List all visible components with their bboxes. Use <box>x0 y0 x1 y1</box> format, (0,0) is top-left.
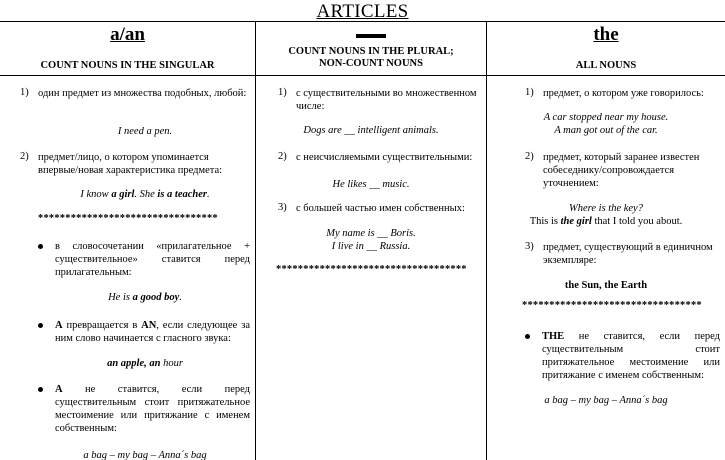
bullet-example: a bag – my bag – Anna´s bag <box>544 395 668 406</box>
bullet-text: THE не ставится, если перед существительным стоит притяжательное местоимение или притяжание с именем собственным: <box>542 331 720 381</box>
rule-number: 1) <box>20 87 29 98</box>
rule-number: 2) <box>278 151 287 162</box>
page-title: ARTICLES <box>316 1 409 22</box>
column-a-an <box>0 21 255 460</box>
column-subheader: COUNT NOUNS IN THE SINGULAR <box>40 60 215 71</box>
rule-example: Dogs are __ intelligent animals. <box>303 125 439 136</box>
rule-text: с неисчисляемыми существительными: <box>296 152 473 163</box>
bullet-icon <box>525 334 530 339</box>
bullet-icon <box>38 244 43 249</box>
rule-text: предмет, существующий в единичном экземпляре: <box>543 242 713 266</box>
rule-number: 1) <box>525 87 534 98</box>
bullet-example: a bag – my bag – Anna´s bag <box>83 450 207 460</box>
rule-number: 3) <box>278 202 287 213</box>
rule-text: один предмет из множества подобных, любой: <box>38 88 247 99</box>
separator-stars: *********************************** <box>276 264 467 275</box>
column-header-the: the <box>593 24 619 45</box>
rule-text: предмет, о котором уже говорилось: <box>543 88 704 99</box>
column-subheader: COUNT NOUNS IN THE PLURAL; NON-COUNT NOUNS <box>288 46 454 69</box>
rule-number: 1) <box>278 87 287 98</box>
bullet-example: He is a good boy. <box>108 292 182 303</box>
column-subheader: ALL NOUNS <box>575 60 637 71</box>
rule-example: He likes __ music. <box>332 179 410 190</box>
bullet-example: an apple, an hour <box>107 358 183 369</box>
column-zero-article <box>256 21 486 460</box>
rule-example: I know a girl. She is a teacher. <box>80 189 210 200</box>
rule-example: Where is the key? This is the girl that I told you about. <box>529 203 683 227</box>
bullet-text: в словосочетании «прилагательное + существительное» ставится перед прилагательным: <box>55 241 250 278</box>
rule-number: 3) <box>525 241 534 252</box>
rule-text: предмет/лицо, о котором упоминается впервые/новая характеристика предмета: <box>38 152 223 176</box>
column-the <box>487 21 725 460</box>
bullet-text: A не ставится, если перед существительным стоит притяжательное местоимение или притяжание с именем собственным: <box>55 384 250 434</box>
rule-number: 2) <box>525 151 534 162</box>
rule-example: A car stopped near my house. A man got out of the car. <box>543 112 669 136</box>
rule-example: I need a pen. <box>117 126 173 137</box>
separator-stars: ********************************* <box>38 213 218 224</box>
separator-stars: ********************************* <box>522 300 702 311</box>
rule-text: предмет, который заранее известен собеседнику/сопровождается уточнением: <box>543 152 700 189</box>
bullet-icon <box>38 387 43 392</box>
rule-text: с существительными во множественном числе: <box>296 88 477 112</box>
rule-text: с большей частью имен собственных: <box>296 203 465 214</box>
bullet-text: A превращается в AN, если следующее за ним слово начинается с гласного звука: <box>55 320 250 344</box>
column-header-a-an: a/an <box>110 24 145 45</box>
dash-icon <box>356 34 386 38</box>
bullet-icon <box>38 323 43 328</box>
rule-example: My name is __ Boris. I live in __ Russia. <box>326 228 416 252</box>
rule-number: 2) <box>20 151 29 162</box>
rule-example: the Sun, the Earth <box>564 280 648 291</box>
